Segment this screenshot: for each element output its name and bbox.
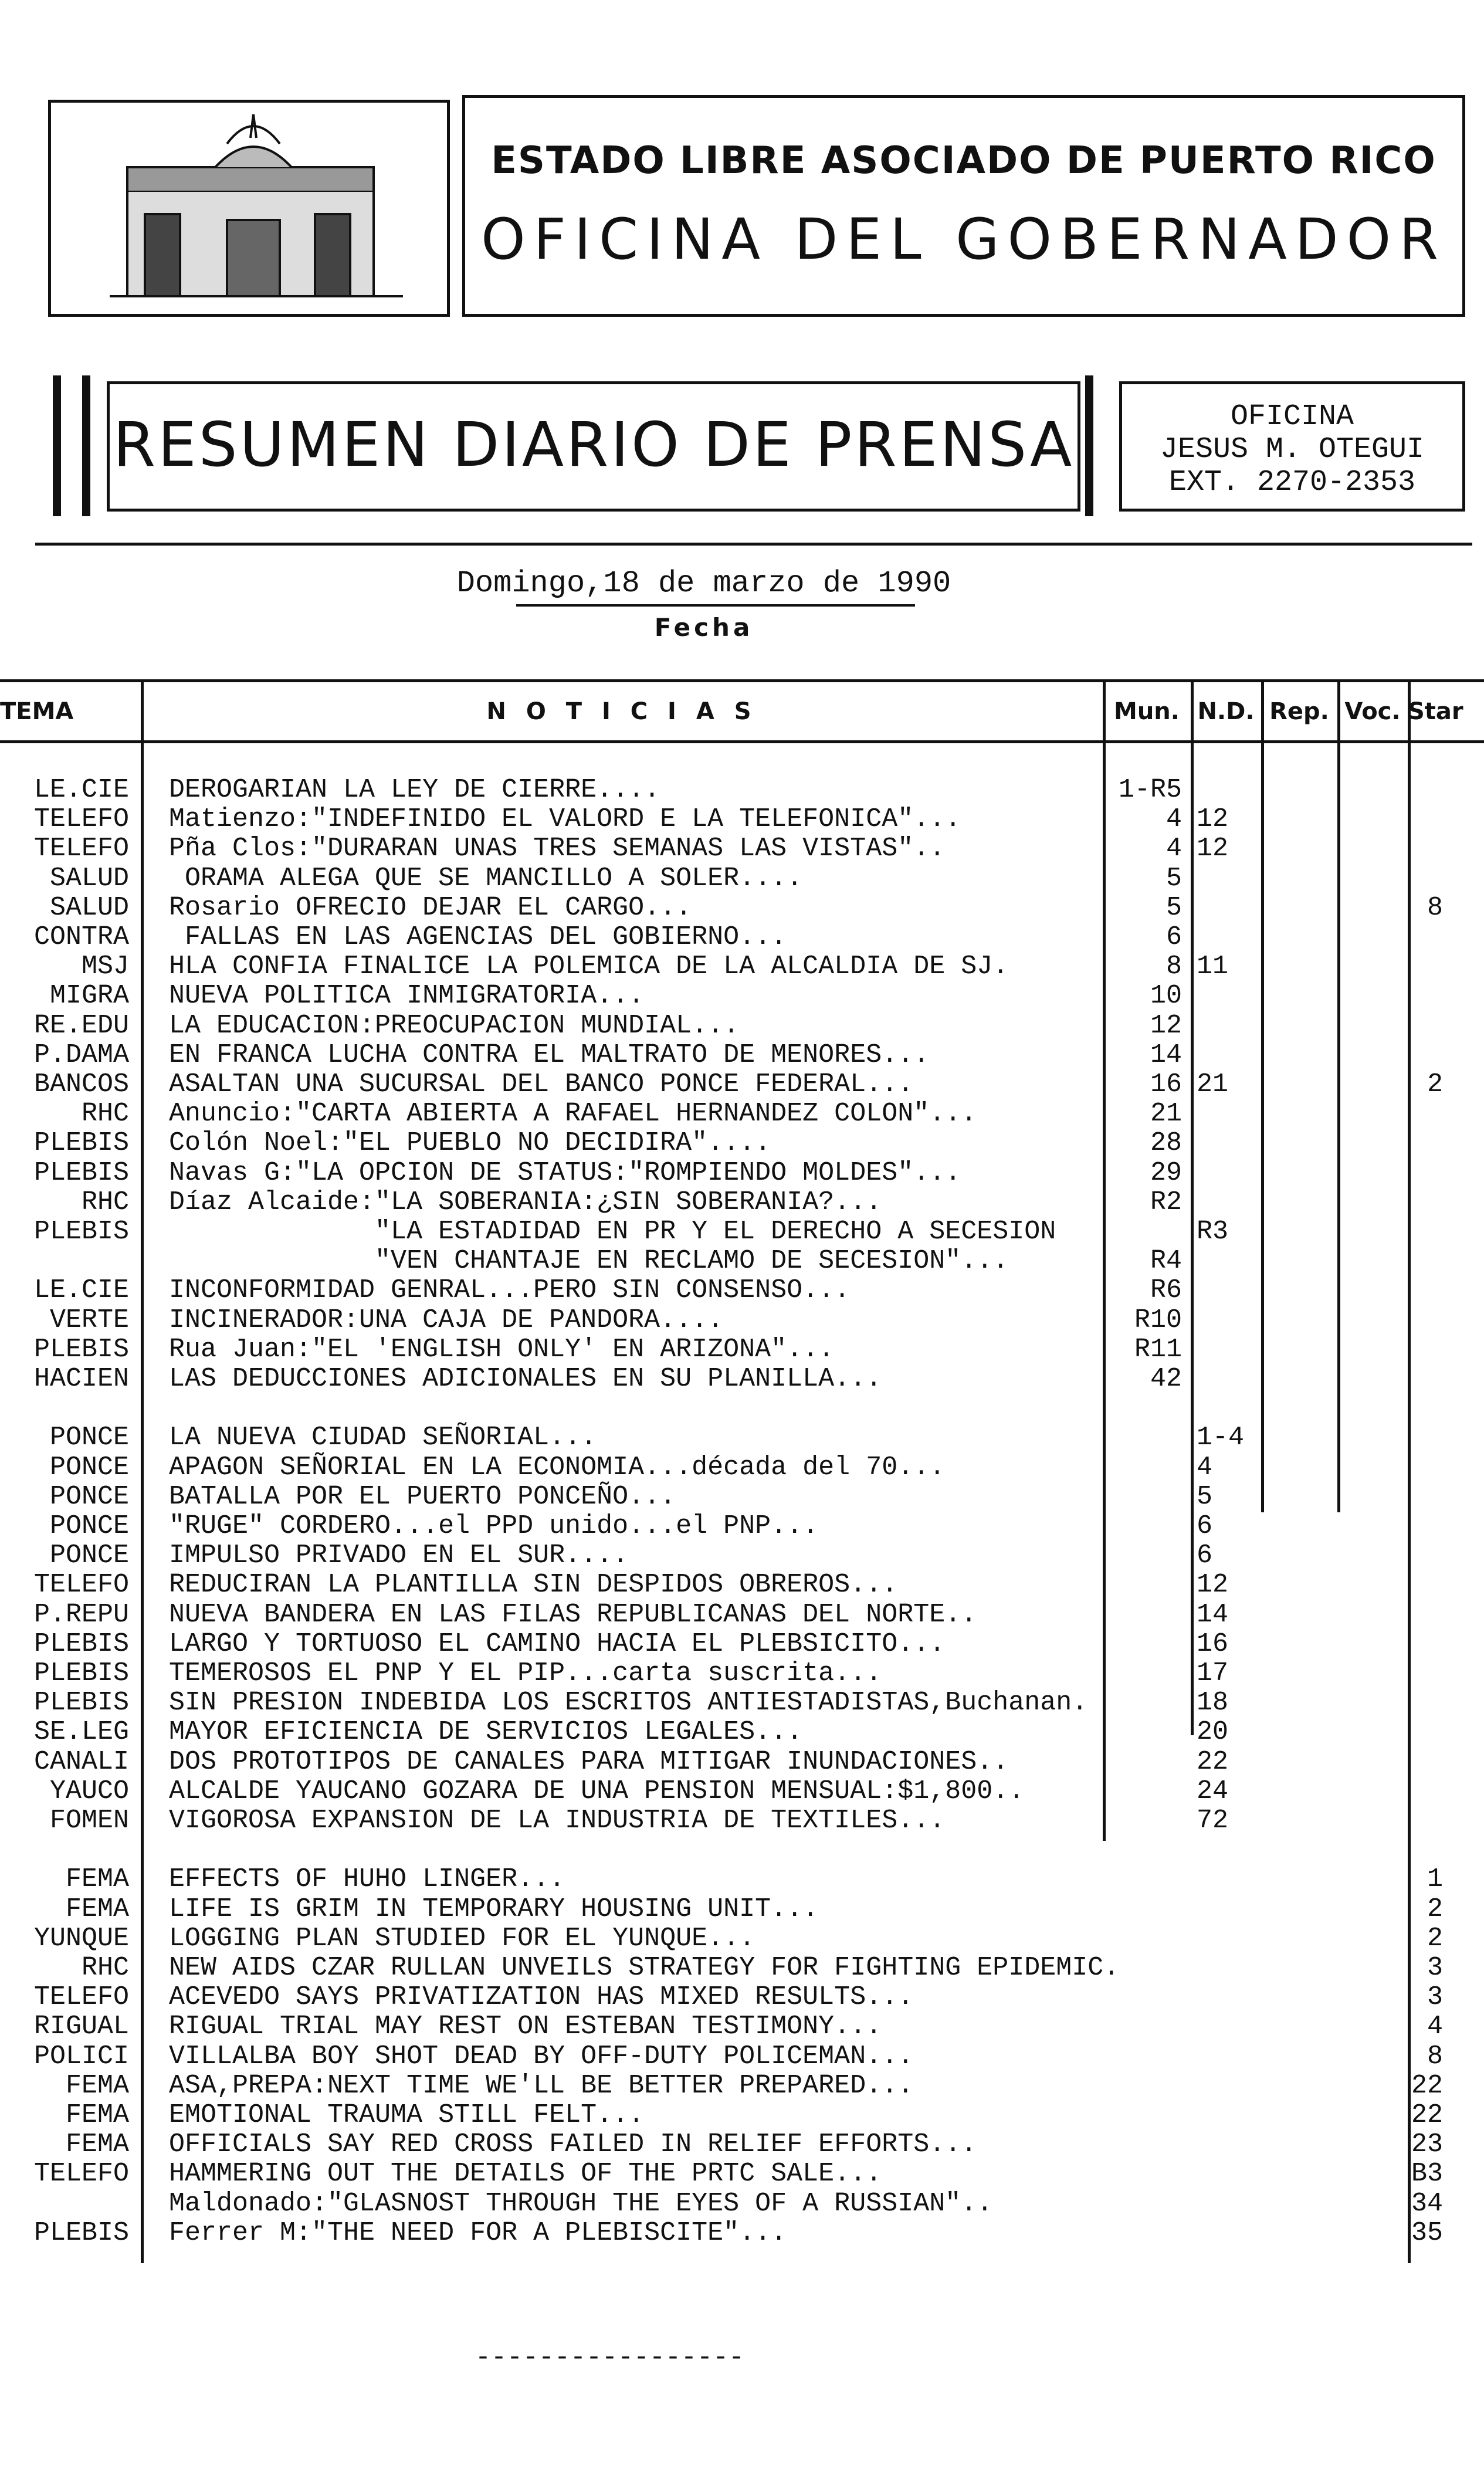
row-tema: RHC bbox=[81, 1953, 129, 1983]
table-row bbox=[0, 2130, 1484, 2159]
row-tema: PONCE bbox=[49, 1511, 129, 1541]
table-row bbox=[0, 1335, 1484, 1364]
row-tema: RIGUAL bbox=[33, 2012, 129, 2041]
footer-dashes: ----------------- bbox=[475, 2343, 745, 2373]
row-tema: CONTRA bbox=[33, 922, 129, 952]
table-row bbox=[0, 1364, 1484, 1394]
contact-line: EXT. 2270-2353 bbox=[1168, 466, 1416, 499]
row-tema: BANCOS bbox=[33, 1069, 129, 1099]
row-tema: MSJ bbox=[81, 952, 129, 981]
row-tema: PONCE bbox=[49, 1452, 129, 1482]
table-row bbox=[0, 893, 1484, 923]
row-tema: PLEBIS bbox=[33, 2218, 129, 2248]
row-nd: 16 bbox=[1197, 1629, 1229, 1659]
row-star: 2 bbox=[1427, 1924, 1443, 1953]
column-header-tema: TEMA bbox=[0, 698, 74, 725]
row-noticia: BATALLA POR EL PUERTO PONCEÑO... bbox=[169, 1482, 676, 1512]
row-star: 2 bbox=[1427, 1894, 1443, 1924]
table-row bbox=[0, 2189, 1484, 2219]
row-nd: R3 bbox=[1197, 1217, 1229, 1247]
row-mun: 29 bbox=[1150, 1158, 1182, 1188]
row-tema: YAUCO bbox=[49, 1776, 129, 1806]
table-row bbox=[0, 923, 1484, 952]
row-nd: 1-4 bbox=[1197, 1423, 1245, 1452]
row-nd: 11 bbox=[1197, 952, 1229, 981]
table-row bbox=[0, 1806, 1484, 1836]
row-noticia: LA NUEVA CIUDAD SEÑORIAL... bbox=[169, 1423, 597, 1452]
table-row bbox=[0, 1630, 1484, 1659]
table-row bbox=[0, 1306, 1484, 1335]
row-nd: 72 bbox=[1197, 1806, 1229, 1836]
column-header-noticias: N O T I C I A S bbox=[486, 698, 757, 725]
row-tema: RE.EDU bbox=[33, 1011, 129, 1041]
row-tema: PONCE bbox=[49, 1423, 129, 1452]
row-tema: HACIEN bbox=[33, 1364, 129, 1394]
row-noticia: "RUGE" CORDERO...el PPD unido...el PNP... bbox=[169, 1511, 819, 1541]
row-noticia: REDUCIRAN LA PLANTILLA SIN DESPIDOS OBREROS... bbox=[169, 1570, 898, 1600]
row-noticia: FALLAS EN LAS AGENCIAS DEL GOBIERNO... bbox=[169, 922, 787, 952]
row-star: 34 bbox=[1411, 2189, 1443, 2219]
row-nd: 21 bbox=[1197, 1069, 1229, 1099]
row-tema: FEMA bbox=[65, 2071, 129, 2101]
row-noticia: LOGGING PLAN STUDIED FOR EL YUNQUE... bbox=[169, 1924, 755, 1953]
row-tema: FEMA bbox=[65, 2100, 129, 2130]
table-row bbox=[0, 1688, 1484, 1718]
row-mun: 8 bbox=[1165, 952, 1182, 981]
table-row bbox=[0, 1276, 1484, 1305]
row-tema: SE.LEG bbox=[33, 1717, 129, 1747]
row-noticia: Rua Juan:"EL 'ENGLISH ONLY' EN ARIZONA"... bbox=[169, 1335, 835, 1364]
government-palace-logo-icon bbox=[51, 103, 447, 314]
row-noticia: Matienzo:"INDEFINIDO EL VALORD E LA TELEFONICA"... bbox=[169, 804, 961, 834]
table-row bbox=[0, 1512, 1484, 1541]
row-tema: LE.CIE bbox=[33, 1275, 129, 1305]
document-title: RESUMEN DIARIO DE PRENSA bbox=[113, 409, 1075, 480]
table-row bbox=[0, 1895, 1484, 1924]
row-noticia: EFFECTS OF HUHO LINGER... bbox=[169, 1864, 565, 1894]
row-nd: 4 bbox=[1197, 1452, 1213, 1482]
row-mun: 1-R5 bbox=[1118, 775, 1182, 805]
row-tema: RHC bbox=[81, 1187, 129, 1217]
row-tema: SALUD bbox=[49, 893, 129, 923]
row-noticia: DEROGARIAN LA LEY DE CIERRE.... bbox=[169, 775, 660, 805]
row-noticia: VILLALBA BOY SHOT DEAD BY OFF-DUTY POLICEMAN... bbox=[169, 2041, 914, 2071]
row-tema: PLEBIS bbox=[33, 1217, 129, 1247]
document-title-box bbox=[107, 381, 1080, 512]
table-row bbox=[0, 1099, 1484, 1129]
table-row bbox=[0, 2219, 1484, 2248]
table-row bbox=[0, 952, 1484, 981]
row-nd: 17 bbox=[1197, 1658, 1229, 1688]
row-tema: FEMA bbox=[65, 1894, 129, 1924]
contact-line: JESUS M. OTEGUI bbox=[1160, 433, 1425, 466]
column-header-star: Star bbox=[1408, 698, 1463, 725]
row-tema: YUNQUE bbox=[33, 1924, 129, 1953]
table-row bbox=[0, 1482, 1484, 1512]
row-tema: P.REPU bbox=[33, 1600, 129, 1630]
row-noticia: NUEVA POLITICA INMIGRATORIA... bbox=[169, 981, 645, 1011]
table-row bbox=[0, 2159, 1484, 2189]
row-noticia: NEW AIDS CZAR RULLAN UNVEILS STRATEGY FOR FIGHTING EPIDEMIC. bbox=[169, 1953, 1120, 1983]
table-row bbox=[0, 1748, 1484, 1777]
column-header-voc: Voc. bbox=[1344, 698, 1401, 725]
table-row bbox=[0, 1836, 1484, 1865]
table-row bbox=[0, 1659, 1484, 1688]
row-noticia: INCONFORMIDAD GENRAL...PERO SIN CONSENSO... bbox=[169, 1275, 851, 1305]
separator-line bbox=[35, 543, 1472, 546]
table-row bbox=[0, 864, 1484, 893]
table-row bbox=[0, 1159, 1484, 1188]
table-row bbox=[0, 2012, 1484, 2041]
row-nd: 12 bbox=[1197, 834, 1229, 864]
row-noticia: OFFICIALS SAY RED CROSS FAILED IN RELIEF EFFORTS... bbox=[169, 2129, 977, 2159]
row-nd: 14 bbox=[1197, 1600, 1229, 1630]
row-noticia: Maldonado:"GLASNOST THROUGH THE EYES OF A RUSSIAN".. bbox=[169, 2189, 993, 2219]
row-noticia: Rosario OFRECIO DEJAR EL CARGO... bbox=[169, 893, 692, 923]
table-row bbox=[0, 1983, 1484, 2012]
row-tema: P.DAMA bbox=[33, 1040, 129, 1070]
row-tema: PLEBIS bbox=[33, 1335, 129, 1364]
row-noticia: RIGUAL TRIAL MAY REST ON ESTEBAN TESTIMONY... bbox=[169, 2012, 882, 2041]
column-header-nd: N.D. bbox=[1197, 698, 1255, 725]
row-tema: FOMEN bbox=[49, 1806, 129, 1836]
row-noticia: APAGON SEÑORIAL EN LA ECONOMIA...década del 70... bbox=[169, 1452, 946, 1482]
office-name: OFICINA DEL GOBERNADOR bbox=[481, 206, 1446, 272]
table-row bbox=[0, 1247, 1484, 1276]
row-nd: 20 bbox=[1197, 1717, 1229, 1747]
row-noticia: Navas G:"LA OPCION DE STATUS:"ROMPIENDO MOLDES"... bbox=[169, 1158, 961, 1188]
table-row bbox=[0, 1041, 1484, 1070]
row-nd: 6 bbox=[1197, 1511, 1213, 1541]
row-mun: 12 bbox=[1150, 1011, 1182, 1041]
row-mun: R11 bbox=[1134, 1335, 1182, 1364]
row-mun: 14 bbox=[1150, 1040, 1182, 1070]
row-nd: 22 bbox=[1197, 1747, 1229, 1777]
row-noticia: ASA,PREPA:NEXT TIME WE'LL BE BETTER PREPARED... bbox=[169, 2071, 914, 2101]
column-header-mun: Mun. bbox=[1114, 698, 1180, 725]
row-tema: RHC bbox=[81, 1099, 129, 1129]
row-noticia: TEMEROSOS EL PNP Y EL PIP...carta suscrita... bbox=[169, 1658, 882, 1688]
row-noticia: HAMMERING OUT THE DETAILS OF THE PRTC SALE... bbox=[169, 2159, 882, 2189]
date-underline bbox=[516, 604, 915, 607]
table-row bbox=[0, 1217, 1484, 1247]
row-noticia: "LA ESTADIDAD EN PR Y EL DERECHO A SECESION bbox=[169, 1217, 1056, 1247]
row-noticia: ORAMA ALEGA QUE SE MANCILLO A SOLER.... bbox=[169, 864, 803, 893]
row-mun: 16 bbox=[1150, 1069, 1182, 1099]
table-row bbox=[0, 2042, 1484, 2071]
row-mun: 4 bbox=[1165, 804, 1182, 834]
logo-box bbox=[48, 100, 450, 317]
table-row bbox=[0, 1718, 1484, 1747]
table-row bbox=[0, 1865, 1484, 1894]
row-noticia: INCINERADOR:UNA CAJA DE PANDORA.... bbox=[169, 1305, 724, 1335]
date-label: Fecha bbox=[654, 613, 754, 642]
table-row bbox=[0, 1953, 1484, 1983]
row-mun: 5 bbox=[1165, 864, 1182, 893]
row-noticia: SIN PRESION INDEBIDA LOS ESCRITOS ANTIESTADISTAS,Buchanan. bbox=[169, 1688, 1088, 1718]
row-tema: PONCE bbox=[49, 1540, 129, 1570]
row-mun: R6 bbox=[1150, 1275, 1182, 1305]
row-noticia: ACEVEDO SAYS PRIVATIZATION HAS MIXED RESULTS... bbox=[169, 1982, 914, 2012]
row-star: 22 bbox=[1411, 2071, 1443, 2101]
row-noticia: Colón Noel:"EL PUEBLO NO DECIDIRA".... bbox=[169, 1128, 771, 1158]
row-tema: PLEBIS bbox=[33, 1658, 129, 1688]
row-nd: 24 bbox=[1197, 1776, 1229, 1806]
table-row bbox=[0, 1188, 1484, 1217]
row-noticia: MAYOR EFICIENCIA DE SERVICIOS LEGALES... bbox=[169, 1717, 803, 1747]
row-nd: 5 bbox=[1197, 1482, 1213, 1512]
row-mun: 4 bbox=[1165, 834, 1182, 864]
decor-bar bbox=[82, 375, 90, 516]
contact-line: OFICINA bbox=[1230, 400, 1354, 434]
date-text: Domingo,18 de marzo de 1990 bbox=[456, 566, 951, 601]
row-noticia: Ferrer M:"THE NEED FOR A PLEBISCITE"... bbox=[169, 2218, 787, 2248]
decor-bar bbox=[1085, 375, 1093, 516]
table-row bbox=[0, 981, 1484, 1011]
row-nd: 12 bbox=[1197, 804, 1229, 834]
row-noticia: IMPULSO PRIVADO EN EL SUR.... bbox=[169, 1540, 629, 1570]
row-noticia: LA EDUCACION:PREOCUPACION MUNDIAL... bbox=[169, 1011, 740, 1041]
row-star: 3 bbox=[1427, 1982, 1443, 2012]
row-mun: R2 bbox=[1150, 1187, 1182, 1217]
row-noticia: DOS PROTOTIPOS DE CANALES PARA MITIGAR INUNDACIONES.. bbox=[169, 1747, 1009, 1777]
row-tema: SALUD bbox=[49, 864, 129, 893]
table-row bbox=[0, 1129, 1484, 1158]
row-noticia: EN FRANCA LUCHA CONTRA EL MALTRATO DE MENORES... bbox=[169, 1040, 930, 1070]
row-tema: PLEBIS bbox=[33, 1128, 129, 1158]
row-mun: R4 bbox=[1150, 1246, 1182, 1276]
table-row bbox=[0, 1777, 1484, 1806]
row-noticia: ALCALDE YAUCANO GOZARA DE UNA PENSION MENSUAL:$1,800.. bbox=[169, 1776, 1025, 1806]
row-tema: PLEBIS bbox=[33, 1688, 129, 1718]
row-tema: PLEBIS bbox=[33, 1158, 129, 1188]
table-row bbox=[0, 2101, 1484, 2130]
row-tema: TELEFO bbox=[33, 804, 129, 834]
row-star: 8 bbox=[1427, 893, 1443, 923]
row-noticia: NUEVA BANDERA EN LAS FILAS REPUBLICANAS DEL NORTE.. bbox=[169, 1600, 977, 1630]
row-star: 35 bbox=[1411, 2218, 1443, 2248]
row-noticia: "VEN CHANTAJE EN RECLAMO DE SECESION"... bbox=[169, 1246, 1009, 1276]
agency-name: ESTADO LIBRE ASOCIADO DE PUERTO RICO bbox=[491, 139, 1436, 182]
row-noticia: HLA CONFIA FINALICE LA POLEMICA DE LA ALCALDIA DE SJ. bbox=[169, 952, 1009, 981]
column-header-rep: Rep. bbox=[1269, 698, 1329, 725]
row-tema: TELEFO bbox=[33, 2159, 129, 2189]
row-noticia: LIFE IS GRIM IN TEMPORARY HOUSING UNIT... bbox=[169, 1894, 819, 1924]
row-mun: R10 bbox=[1134, 1305, 1182, 1335]
row-tema: PONCE bbox=[49, 1482, 129, 1512]
row-tema: TELEFO bbox=[33, 834, 129, 864]
row-star: 22 bbox=[1411, 2100, 1443, 2130]
row-noticia: LARGO Y TORTUOSO EL CAMINO HACIA EL PLEBSICITO... bbox=[169, 1629, 946, 1659]
row-star: 3 bbox=[1427, 1953, 1443, 1983]
row-star: B3 bbox=[1411, 2159, 1443, 2189]
row-tema: LE.CIE bbox=[33, 775, 129, 805]
row-tema: TELEFO bbox=[33, 1570, 129, 1600]
row-noticia: EMOTIONAL TRAUMA STILL FELT... bbox=[169, 2100, 645, 2130]
row-star: 1 bbox=[1427, 1864, 1443, 1894]
table-row bbox=[0, 1541, 1484, 1570]
row-noticia: Díaz Alcaide:"LA SOBERANIA:¿SIN SOBERANIA?... bbox=[169, 1187, 882, 1217]
row-mun: 28 bbox=[1150, 1128, 1182, 1158]
row-noticia: Anuncio:"CARTA ABIERTA A RAFAEL HERNANDEZ COLON"... bbox=[169, 1099, 977, 1129]
row-star: 4 bbox=[1427, 2012, 1443, 2041]
row-mun: 5 bbox=[1165, 893, 1182, 923]
table-row bbox=[0, 1394, 1484, 1423]
row-tema: MIGRA bbox=[49, 981, 129, 1011]
row-star: 2 bbox=[1427, 1069, 1443, 1099]
table-row bbox=[0, 1453, 1484, 1482]
table-row bbox=[0, 1423, 1484, 1452]
decor-bar bbox=[53, 375, 61, 516]
table-row bbox=[0, 1600, 1484, 1630]
table-row bbox=[0, 1070, 1484, 1099]
row-star: 8 bbox=[1427, 2041, 1443, 2071]
row-tema: PLEBIS bbox=[33, 1629, 129, 1659]
row-nd: 6 bbox=[1197, 1540, 1213, 1570]
table-row bbox=[0, 805, 1484, 834]
row-mun: 10 bbox=[1150, 981, 1182, 1011]
row-mun: 21 bbox=[1150, 1099, 1182, 1129]
row-mun: 6 bbox=[1165, 922, 1182, 952]
row-tema: FEMA bbox=[65, 2129, 129, 2159]
table-row bbox=[0, 1570, 1484, 1600]
table-row bbox=[0, 1924, 1484, 1953]
row-noticia: Pña Clos:"DURARAN UNAS TRES SEMANAS LAS VISTAS".. bbox=[169, 834, 946, 864]
row-tema: POLICI bbox=[33, 2041, 129, 2071]
table-row bbox=[0, 2071, 1484, 2101]
table-row bbox=[0, 1011, 1484, 1041]
row-noticia: VIGOROSA EXPANSION DE LA INDUSTRIA DE TEXTILES... bbox=[169, 1806, 946, 1836]
row-mun: 42 bbox=[1150, 1364, 1182, 1394]
title-box bbox=[462, 95, 1465, 317]
row-noticia: LAS DEDUCCIONES ADICIONALES EN SU PLANILLA... bbox=[169, 1364, 882, 1394]
row-tema: VERTE bbox=[49, 1305, 129, 1335]
table-row bbox=[0, 776, 1484, 805]
row-tema: FEMA bbox=[65, 1864, 129, 1894]
row-nd: 18 bbox=[1197, 1688, 1229, 1718]
row-tema: CANALI bbox=[33, 1747, 129, 1777]
row-tema: TELEFO bbox=[33, 1982, 129, 2012]
row-noticia: ASALTAN UNA SUCURSAL DEL BANCO PONCE FEDERAL... bbox=[169, 1069, 914, 1099]
row-star: 23 bbox=[1411, 2129, 1443, 2159]
table-row bbox=[0, 834, 1484, 864]
contact-box bbox=[1119, 381, 1465, 512]
row-nd: 12 bbox=[1197, 1570, 1229, 1600]
